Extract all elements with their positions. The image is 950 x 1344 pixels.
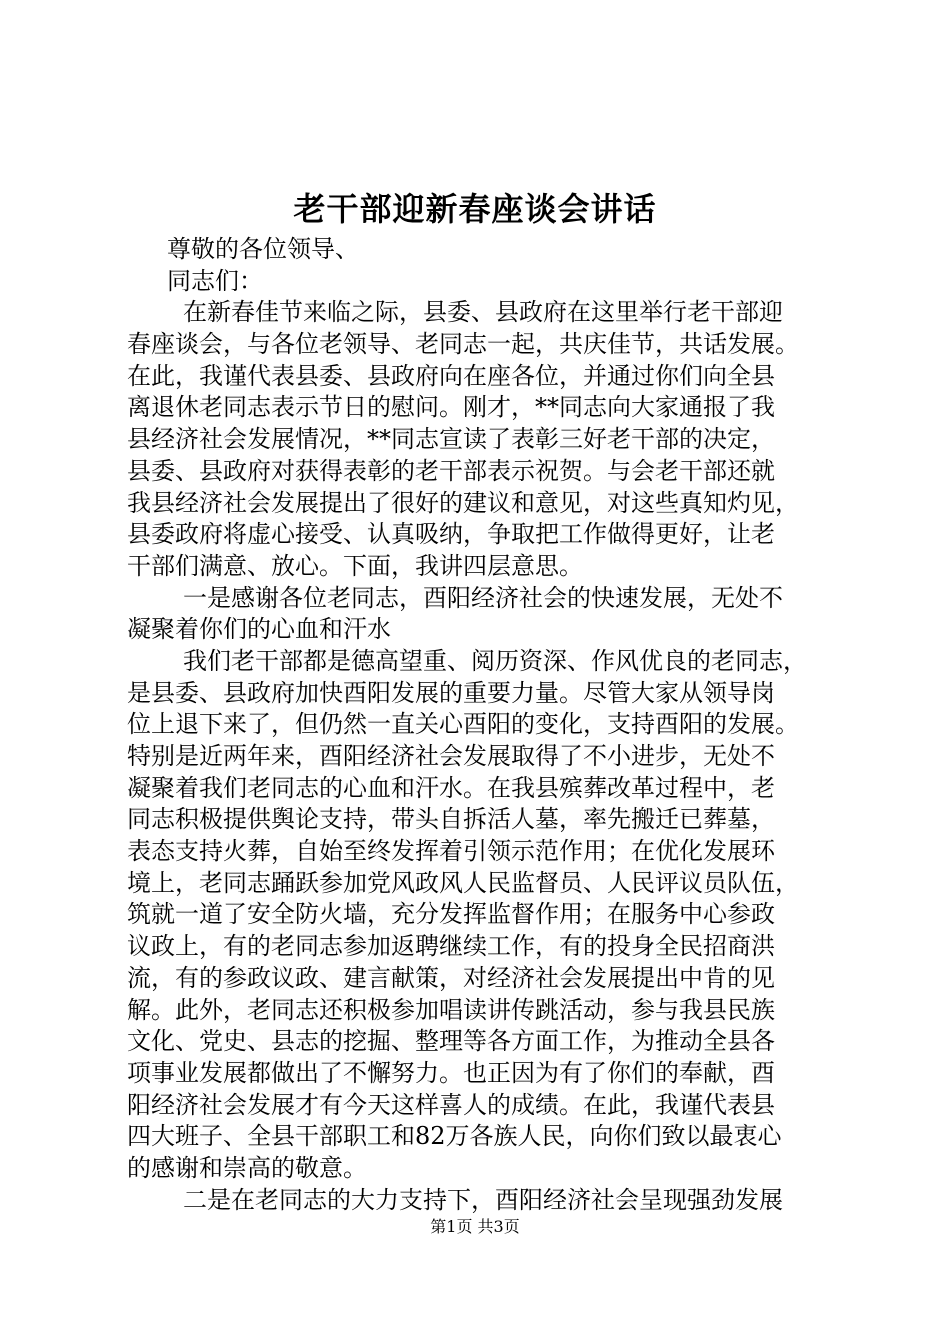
document-body [127, 234, 837, 1216]
body-line: 是县委、县政府加快酉阳发展的重要力量。尽管大家从领导岗 [127, 678, 775, 707]
body-line: 县委政府将虚心接受、认真吸纳，争取把工作做得更好，让老 [127, 520, 775, 549]
body-line: 一是感谢各位老同志，酉阳经济社会的快速发展，无处不 [183, 583, 783, 612]
body-line: 离退休老同志表示节日的慰问。刚才，**同志向大家通报了我 [127, 393, 775, 422]
body-line: 解。此外，老同志还积极参加唱读讲传跳活动，参与我县民族 [127, 995, 775, 1024]
body-line: 阳经济社会发展才有今天这样喜人的成绩。在此，我谨代表县 [127, 1090, 775, 1119]
body-line: 在新春佳节来临之际，县委、县政府在这里举行老干部迎 [183, 298, 783, 327]
page-footer: 第1页 共3页 [430, 1217, 520, 1236]
body-line: 同志们： [167, 266, 263, 295]
body-line: 位上退下来了，但仍然一直关心酉阳的变化，支持酉阳的发展。 [127, 710, 799, 739]
body-line: 我县经济社会发展提出了很好的建议和意见，对这些真知灼见， [127, 488, 799, 517]
body-line: 县经济社会发展情况，**同志宣读了表彰三好老干部的决定， [127, 425, 775, 454]
body-line: 我们老干部都是德高望重、阅历资深、作风优良的老同志， [183, 646, 807, 675]
body-line: 在此，我谨代表县委、县政府向在座各位，并通过你们向全县 [127, 361, 775, 390]
body-line: 项事业发展都做出了不懈努力。也正因为有了你们的奉献，酉 [127, 1058, 775, 1087]
document-title: 老干部迎新春座谈会讲话 [293, 190, 657, 228]
body-line: 四大班子、全县干部职工和82万各族人民，向你们致以最衷心 [127, 1122, 782, 1151]
body-line: 二是在老同志的大力支持下，酉阳经济社会呈现强劲发展 [183, 1185, 783, 1214]
body-line: 境上，老同志踊跃参加党风政风人民监督员、人民评议员队伍， [127, 868, 799, 897]
body-line: 县委、县政府对获得表彰的老干部表示祝贺。与会老干部还就 [127, 456, 775, 485]
body-line: 表态支持火葬，自始至终发挥着引领示范作用；在优化发展环 [127, 837, 775, 866]
body-line: 同志积极提供舆论支持，带头自拆活人墓，率先搬迁已葬墓， [127, 805, 775, 834]
body-line: 特别是近两年来，酉阳经济社会发展取得了不小进步，无处不 [127, 742, 775, 770]
body-line: 筑就一道了安全防火墙，充分发挥监督作用；在服务中心参政 [127, 900, 775, 929]
body-line: 凝聚着你们的心血和汗水 [127, 615, 391, 644]
body-line: 的感谢和崇高的敬意。 [127, 1153, 367, 1182]
body-line: 流，有的参政议政、建言献策，对经济社会发展提出中肯的见 [127, 963, 775, 992]
body-line: 议政上，有的老同志参加返聘继续工作，有的投身全民招商洪 [127, 932, 775, 961]
body-line: 文化、党史、县志的挖掘、整理等各方面工作，为推动全县各 [127, 1027, 775, 1056]
body-line: 尊敬的各位领导、 [167, 235, 359, 263]
body-line: 干部们满意、放心。下面，我讲四层意思。 [127, 551, 583, 580]
body-line: 春座谈会，与各位老领导、老同志一起，共庆佳节，共话发展。 [127, 330, 799, 359]
body-line: 凝聚着我们老同志的心血和汗水。在我县殡葬改革过程中，老 [127, 773, 775, 802]
